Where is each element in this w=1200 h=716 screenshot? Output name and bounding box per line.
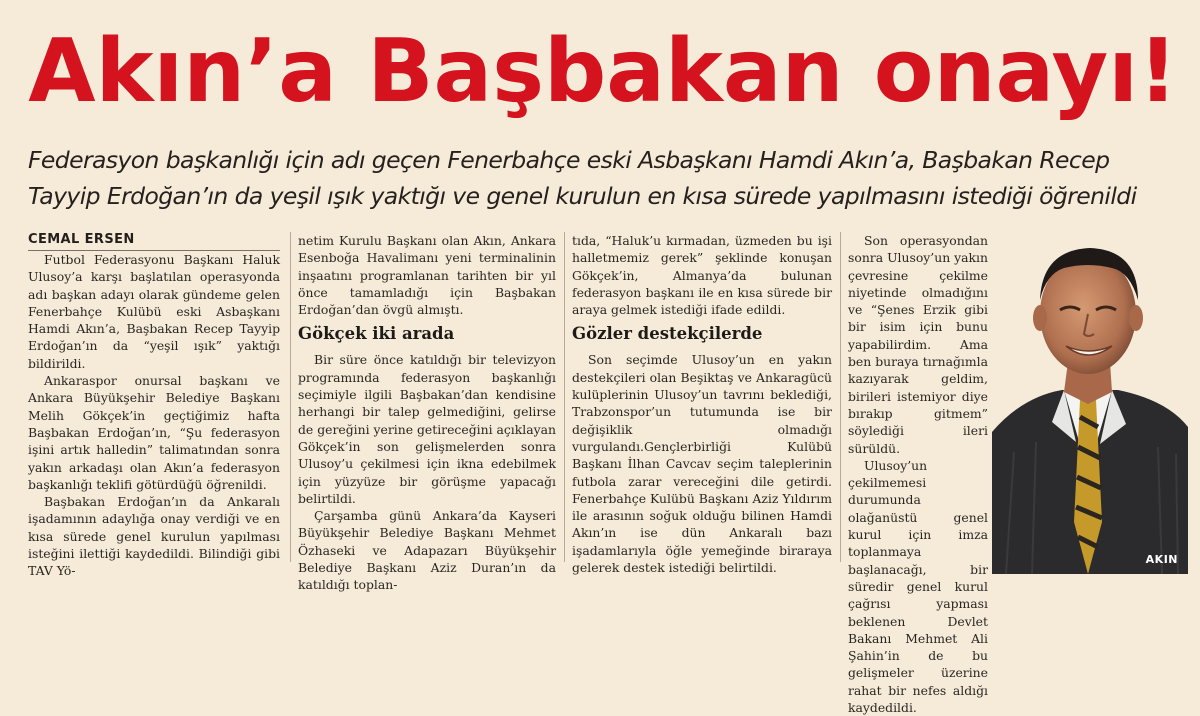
column-divider bbox=[290, 232, 291, 562]
section-heading-destekciler: Gözler destekçilerde bbox=[572, 324, 763, 344]
col2-paragraph-1: Bir süre önce katıldığı bir televizyon programında federasyon başkanlığı seçimiyle ilgili Başbakan’dan kendisine herhangi bir talep gelmediğini, gelirse de gereğini yerine getireceğini açıklayan Gökçek’in son gelişmelerden sonra Ulusoy’u çekilmesi için ikna edebilmek için yüzyüze bir görüşme yapacağı belirtildi. bbox=[298, 352, 556, 506]
byline: CEMAL ERSEN bbox=[28, 232, 280, 251]
subhead bbox=[28, 142, 1188, 214]
column-divider bbox=[564, 232, 565, 562]
column-divider bbox=[840, 232, 841, 562]
col2-paragraph-2: Çarşamba günü Ankara’da Kayseri Büyükşehir Belediye Başkanı Mehmet Özhaseki ve Adapazarı Büyükşehir Belediye Başkanı Aziz Duran’ın da katıldığı toplan- bbox=[298, 508, 556, 593]
col4-paragraph-1: Son operasyondan sonra Ulusoy’un yakın çevresine çekilme niyetinde olmadığını ve “Şenes Erzik gibi bir isim için bunu yapabilirdim. Ama ben buraya tırnağımla kazıyarak geldim, birileri istemiyor diye bırakıp gitmem” söylediği ileri sürüldü. bbox=[848, 233, 988, 456]
col3-paragraph-1: Son seçimde Ulusoy’un en yakın destekçileri olan Beşiktaş ve Ankaragücü kulüplerinin Ulusoy’un tavrını beklediği, Trabzonspor’un tutumunda ise bir değişiklik olmadığı vurgulandı.Gençlerbirliği Kulübü Başkanı İlhan Cavcav seçim taleplerinin futbola zarar vereceğini dile getirdi. Fenerbahçe Kulübü Başkanı Aziz Yıldırım ile arasının soğuk olduğu bilinen Hamdi Akın’ın ise dün Ankaralı bazı işadamlarıyla öğle yemeğinde biraraya gelerek destek istediği belirtildi. bbox=[572, 352, 832, 576]
section-heading-gokcek: Gökçek iki arada bbox=[298, 324, 455, 344]
subhead-line-2: Tayyip Erdoğan’ın da yeşil ışık yaktığı ve genel kurulun en kısa sürede yapılmasını istediği öğrenildi bbox=[28, 182, 1137, 210]
col1-paragraph-1: Futbol Federasyonu Başkanı Haluk Ulusoy’a karşı başlatılan operasyonda adı başkan adayı olarak gündeme gelen Fenerbahçe Kulübü eski Asbaşkanı Hamdi Akın’a, Başbakan Recep Tayyip Erdoğan’ın da “yeşil ışık” yaktığı bildirildi. bbox=[28, 252, 280, 371]
col4-paragraph-2: Ulusoy’un çekilmemesi durumunda olağanüstü genel kurul için imza toplanmaya başlanacağı, bir süredir genel kurul çağrısı yapması beklenen Devlet Bakanı Mehmet Ali Şahin’in de bu gelişmeler üzerine rahat bir nefes aldığı kaydedildi. bbox=[848, 457, 988, 716]
col1-paragraph-2: Ankaraspor onursal başkanı ve Ankara Büyükşehir Belediye Başkanı Melih Gökçek’in geçtiğimiz hafta Başbakan Erdoğan’ın, “Şu federasyon işini artık halledin” talimatından sonra yakın arkadaşı olan Akın’a federasyon başkanlığı teklifi götürdüğü öğrenildi. bbox=[28, 373, 280, 492]
column-4 bbox=[848, 232, 988, 716]
photo-caption: AKIN bbox=[1145, 553, 1178, 566]
subhead-line-1: Federasyon başkanlığı için adı geçen Fenerbahçe eski Asbaşkanı Hamdi Akın’a, Başbakan Recep bbox=[28, 146, 1110, 174]
column-3 bbox=[572, 232, 832, 576]
column-1 bbox=[28, 232, 280, 580]
col3-paragraph-top: tıda, “Haluk’u kırmadan, üzmeden bu işi halletmemiz gerek” şeklinde konuşan Gökçek’in, Almanya’da bulunan federasyon başkanı ile en kısa sürede bir araya gelmek istediği ifade edildi. bbox=[572, 233, 832, 318]
portrait-photo bbox=[992, 222, 1188, 574]
col2-paragraph-top: netim Kurulu Başkanı olan Akın, Ankara Esenboğa Havalimanı yeni terminalinin inşaatını programlanan tarihten bir yıl önce tamamladığı için Başbakan Erdoğan’dan övgü almıştı. bbox=[298, 233, 556, 318]
col1-paragraph-3: Başbakan Erdoğan’ın da Ankaralı işadamının adaylığa onay verdiği ve en kısa sürede genel kurulun yapılması isteğini ilettiği kaydedildi. Bilindiği gibi TAV Yö- bbox=[28, 494, 280, 579]
column-2 bbox=[298, 232, 556, 594]
headline: Akın’a Başbakan onayı! bbox=[28, 20, 1178, 122]
portrait-illustration bbox=[992, 222, 1188, 574]
